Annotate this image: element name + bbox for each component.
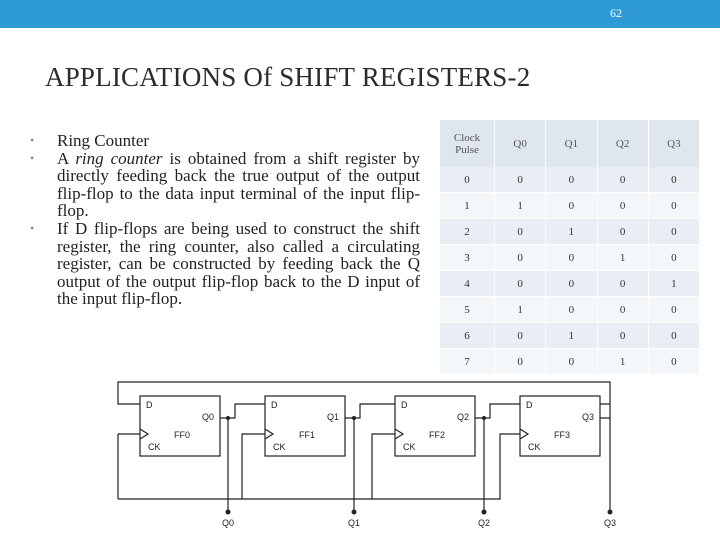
- q-value-cell: 1: [598, 245, 649, 271]
- clock-pulse-cell: 6: [440, 323, 495, 349]
- q-value-cell: 1: [495, 193, 546, 219]
- table-row: [440, 219, 700, 245]
- bullet-text: If D flip-flops are being used to construct the shift register, the ring counter, also called a circulating register, can be constructed by feeding back the Q output of the output flip-flop back to the D input of the input flip-flop.: [57, 218, 420, 309]
- clock-pulse-cell: 5: [440, 297, 495, 323]
- clock-pulse-cell: 7: [440, 349, 495, 375]
- ck-label: CK: [273, 442, 286, 452]
- header-bar: [0, 0, 720, 28]
- ck-label: CK: [403, 442, 416, 452]
- ff-name: FF1: [299, 430, 316, 440]
- bullet-text-emphasis: ring counter: [75, 148, 163, 168]
- q-value-cell: 0: [495, 245, 546, 271]
- q-value-cell: 0: [495, 271, 546, 297]
- q-value-cell: 0: [598, 167, 649, 193]
- table-header-row: [440, 120, 700, 167]
- wire-q3-loop: [600, 404, 610, 418]
- q-value-cell: 0: [649, 323, 700, 349]
- clock-pulse-cell: 0: [440, 167, 495, 193]
- ck-label: CK: [148, 442, 161, 452]
- d-label: D: [271, 400, 278, 410]
- q-label: Q0: [202, 412, 215, 422]
- q-label: Q3: [582, 412, 595, 422]
- q-value-cell: 0: [546, 297, 597, 323]
- wire-q0-d1: [220, 404, 265, 418]
- q-value-cell: 0: [649, 349, 700, 375]
- q-value-cell: 0: [495, 219, 546, 245]
- q-value-cell: 0: [649, 245, 700, 271]
- ff-name: FF2: [429, 430, 446, 440]
- q-value-cell: 0: [495, 349, 546, 375]
- clock-wire: [118, 434, 520, 499]
- output-dot: [226, 510, 231, 515]
- clock-triangle: [520, 429, 528, 439]
- ring-counter-circuit: [110, 374, 630, 534]
- table-row: [440, 167, 700, 193]
- output-dot: [352, 510, 357, 515]
- q-label: Q2: [457, 412, 470, 422]
- output-label: Q0: [222, 518, 235, 528]
- output-dot: [608, 510, 613, 515]
- q-value-cell: 0: [649, 193, 700, 219]
- d-label: D: [526, 400, 533, 410]
- q-value-cell: 0: [649, 297, 700, 323]
- bullet-icon: •: [30, 150, 35, 165]
- bullet-icon: •: [30, 220, 35, 235]
- bullet-text-prefix: A: [57, 148, 76, 168]
- truth-table: [440, 120, 700, 375]
- d-label: D: [146, 400, 153, 410]
- column-header: Clock Pulse: [440, 120, 495, 167]
- body-text: [30, 132, 420, 308]
- q-value-cell: 1: [546, 323, 597, 349]
- output-label: Q1: [348, 518, 361, 528]
- junction-dot: [226, 416, 230, 420]
- page-number: 62: [610, 6, 622, 20]
- q-value-cell: 0: [546, 349, 597, 375]
- q-value-cell: 0: [598, 193, 649, 219]
- column-header: Q1: [546, 120, 597, 167]
- q-value-cell: 0: [546, 271, 597, 297]
- table-row: [440, 323, 700, 349]
- output-label: Q3: [604, 518, 617, 528]
- junction-dot: [352, 416, 356, 420]
- table-row: [440, 245, 700, 271]
- clock-pulse-cell: 4: [440, 271, 495, 297]
- clock-pulse-cell: 2: [440, 219, 495, 245]
- column-header: Q3: [649, 120, 700, 167]
- q-value-cell: 0: [546, 167, 597, 193]
- q-value-cell: 0: [649, 219, 700, 245]
- slide-title: APPLICATIONS Of SHIFT REGISTERS-2: [45, 62, 531, 92]
- column-header: Q0: [495, 120, 546, 167]
- q-value-cell: 1: [649, 271, 700, 297]
- table-row: [440, 297, 700, 323]
- output-dot: [482, 510, 487, 515]
- q-value-cell: 0: [495, 323, 546, 349]
- q-value-cell: 1: [495, 297, 546, 323]
- d-label: D: [401, 400, 408, 410]
- bullet-ring-counter: [30, 132, 420, 150]
- clock-triangle: [140, 429, 148, 439]
- ck-label: CK: [528, 442, 541, 452]
- clock-triangle: [265, 429, 273, 439]
- q-value-cell: 0: [598, 297, 649, 323]
- bullet-icon: •: [30, 133, 35, 147]
- q-label: Q1: [327, 412, 340, 422]
- clock-pulse-cell: 1: [440, 193, 495, 219]
- table-row: [440, 271, 700, 297]
- ff-name: FF3: [554, 430, 571, 440]
- table-row: [440, 193, 700, 219]
- output-label: Q2: [478, 518, 491, 528]
- clock-triangle: [395, 429, 403, 439]
- wire-q1-d2: [345, 404, 395, 418]
- q-value-cell: 0: [649, 167, 700, 193]
- clock-pulse-cell: 3: [440, 245, 495, 271]
- wire-q2-d3: [475, 404, 520, 418]
- bullet-text-suffix: is obtained from a shift register by directly feeding back the true output of the output flip-flop to the data input terminal of the input flip-flop.: [57, 148, 420, 221]
- q-value-cell: 0: [598, 271, 649, 297]
- q-value-cell: 0: [546, 193, 597, 219]
- table-row: [440, 349, 700, 375]
- bullet-d-flipflop: [30, 220, 420, 308]
- ff-name: FF0: [174, 430, 191, 440]
- feedback-wire: [118, 382, 610, 404]
- q-value-cell: 1: [546, 219, 597, 245]
- q-value-cell: 0: [598, 219, 649, 245]
- junction-dot: [482, 416, 486, 420]
- column-header: Q2: [598, 120, 649, 167]
- q-value-cell: 0: [546, 245, 597, 271]
- q-value-cell: 1: [598, 349, 649, 375]
- bullet-text: Ring Counter: [57, 131, 150, 150]
- bullet-definition: [30, 150, 420, 220]
- q-value-cell: 0: [495, 167, 546, 193]
- q-value-cell: 0: [598, 323, 649, 349]
